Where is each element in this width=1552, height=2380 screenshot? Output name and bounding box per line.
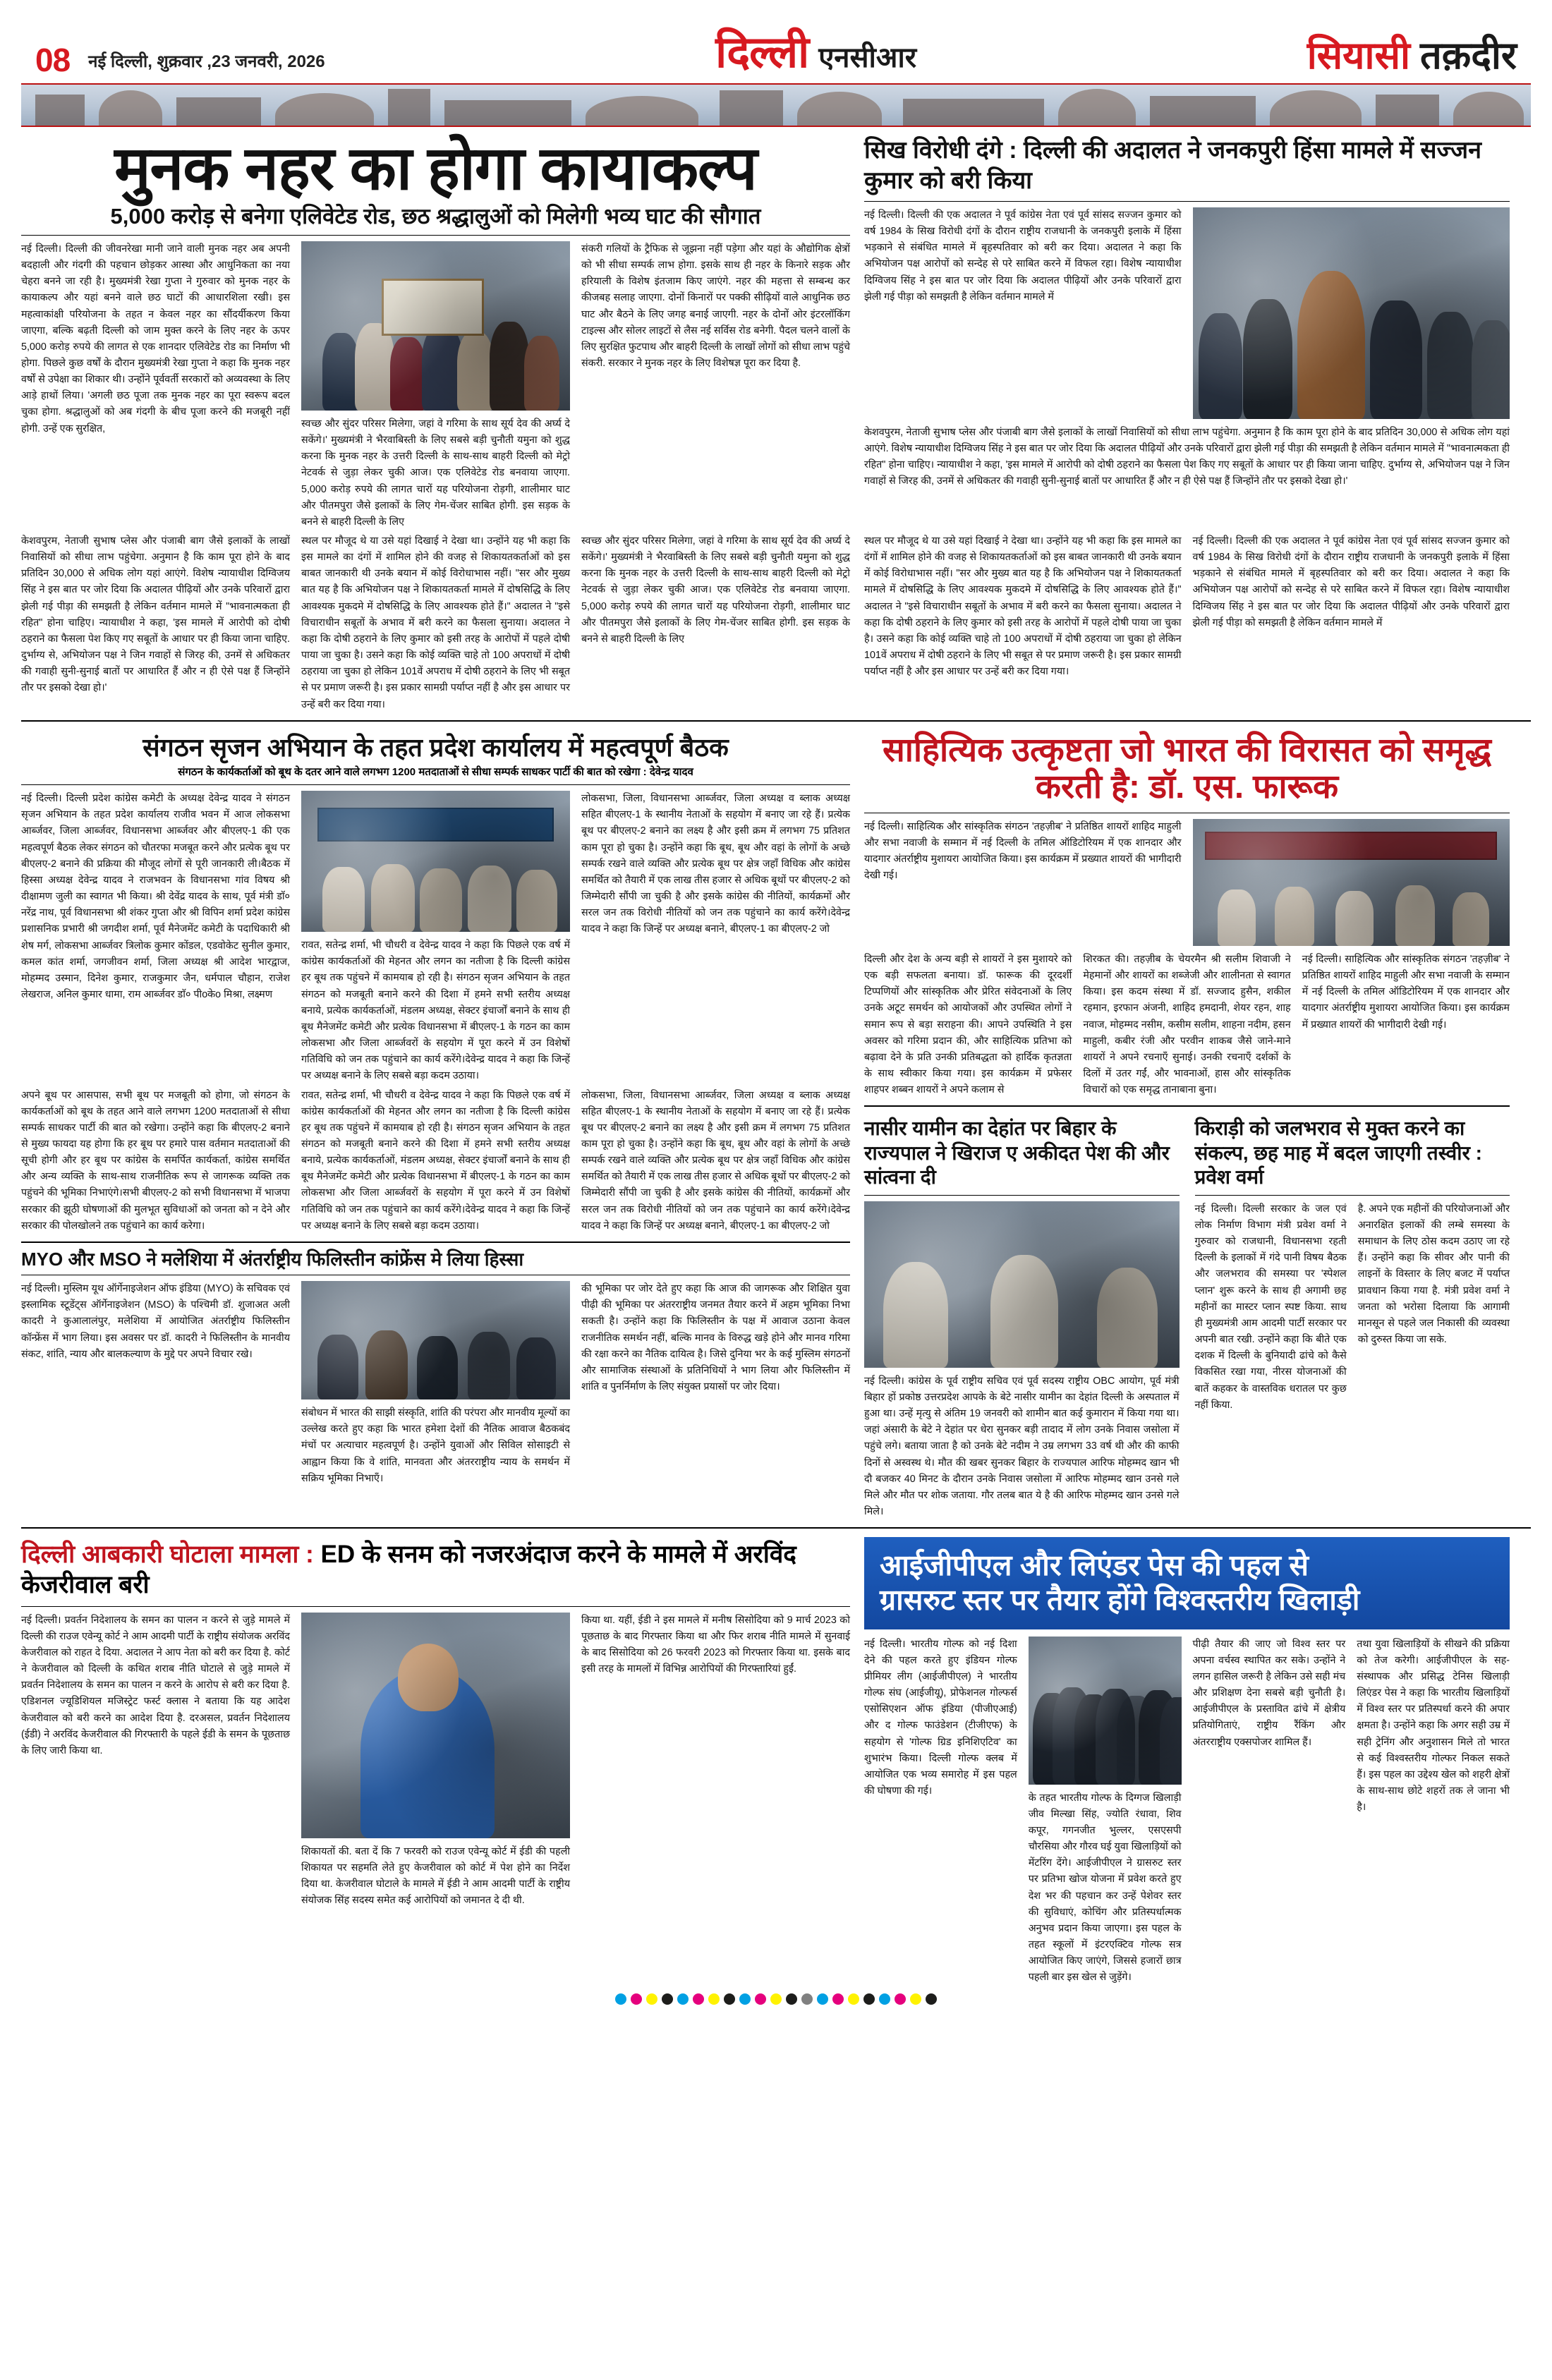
excise-headline-part2: ED के सनम को नजरअंदाज करने के मामले में अरविंद केजरीवाल बरी <box>21 1541 796 1598</box>
igpl-photo <box>1029 1637 1182 1785</box>
section-title-word1: सियासी <box>1307 35 1410 77</box>
igpl-column-2: के तहत भारतीय गोल्फ के दिग्गज खिलाड़ी जीव मिल्खा सिंह, ज्योति रंधावा, शिव कपूर, गगनजीत भुल्लर, एसएसपी चौरसिया और गौरव घई युवा खिलाड़ियों को मेंटरिंग देंगे। आईजीपीएल ने ग्रासरुट स्तर पर प्रतिभा खोज योजना में प्रवेश करते हुए देश भर की पहचान कर उन्हें पेशेवर स्तर की सुविधाएं, कोचिंग और प्रतिस्पर्धात्मक अनुभव प्रदान किया जाएगा। इस पहल के तहत स्कूलों में इंटरएक्टिव गोल्फ सत्र आयोजित किए जाएंगे, जिससे हजारों छात्र पहली बार इस खेल से जुड़ेंगे। <box>1028 1792 1182 1984</box>
excise-column-1: नई दिल्ली। प्रवर्तन निदेशालय के समन का पालन न करने से जुड़े मामले में दिल्ली की राउज एवेन्यू कोर्ट ने आम आदमी पार्टी के राष्ट्रीय संयोजक अरविंद केजरीवाल को राहत दे दिया. अदालत ने आप नेता को बरी कर दिया है. कोर्ट ने केजरीवाल को दिल्ली के कथित शराब नीति घोटाले से जुड़े मामले में प्रवर्तन निदेशालय के समन का पालन न करने के आरोप से बरी कर दिया है. एडिशनल ज्यूडिशियल मजिस्ट्रेट फर्स्ट क्लास ने बताया कि यह आदेश केजरीवाल को बरी करने का आदेश दिया है. दरअसल, प्रवर्तन निदेशालय (ईडी) ने अरविंद केजरीवाल की गिरफ्तारी के पहले ईडी के समन के पूछताछ के लिए जारी किया था. <box>21 1614 290 1756</box>
excise-headline-part1: दिल्ली आबकारी घोटाला मामला : <box>21 1541 321 1569</box>
sikh-column-3: स्थल पर मौजूद थे या उसे यहां दिखाई ने देखा था। उन्होंने यह भी कहा कि इस मामले का दंगों में शामिल होने की वजह से शिकायतकर्ताओं को इस बाबत जानकारी थी उनके बयान में कोई विरोधाभास नहीं। "सर और मुख्य बात यह है कि अभियोजन पक्ष ने शिकायतकर्ता मामले में दोषसिद्धि के लिए आवश्यक मुकदमे में दोषसिद्धि के लिए आवश्यक होते हैं।" अदालत ने "इसे विचाराधीन सबूतों के अभाव में बरी करने का फैसला सुनाया। अदालत ने कहा कि दोषी ठहराने के लिए कुमार को इसी तरह के आरोपों में पहले दोषी पाया जा चुका है। उसने कहा कि कोई व्यक्ति चाहे तो 100 अपराधों में दोषी ठहराया जा चुका हो लेकिन 101वें अपराध में दोषी ठहराने के लिए भी सबूत से पर प्रमाण जरूरी है। इस प्रकार सामग्री पर्याप्त नहीं है और इस आधार पर उन्हें बरी कर दिया गया। <box>864 535 1182 678</box>
lead-column-5: स्थल पर मौजूद थे या उसे यहां दिखाई ने देखा था। उन्होंने यह भी कहा कि इस मामले का दंगों में शामिल होने की वजह से शिकायतकर्ताओं को इस बाबत जानकारी थी उनके बयान में कोई विरोधाभास नहीं। "सर और मुख्य बात यह है कि अभियोजन पक्ष ने शिकायतकर्ता मामले में दोषसिद्धि के लिए आवश्यक मुकदमे में दोषसिद्धि के लिए आवश्यक होते हैं।" अदालत ने "इसे विचाराधीन सबूतों के अभाव में बरी करने का फैसला सुनाया। अदालत ने कहा कि दोषी ठहराने के लिए कुमार को इसी तरह के आरोपों में पहले दोषी पाया जा चुका है। उसने कहा कि कोई व्यक्ति चाहे तो 100 अपराधों में दोषी ठहराया जा चुका हो लेकिन 101वें अपराध में दोषी ठहराने के लिए भी सबूत से पर प्रमाण जरूरी है। इस प्रकार सामग्री पर्याप्त नहीं है और इस आधार पर उन्हें बरी कर दिया गया। <box>301 535 570 710</box>
igpl-column-3: पीढ़ी तैयार की जाए जो विश्व स्तर पर अपना वर्चस्व स्थापित कर सके। उन्होंने ने लगन हासिल जरूरी है लेकिन उसे सही मंच और प्रशिक्षण देना सबसे बड़ी चुनौती है। आईजीपीएल के प्रस्तावित ढांचे में क्षेत्रीय प्रतियोगिताएं, राष्ट्रीय रैंकिंग और अंतरराष्ट्रीय एक्सपोजर शामिल हैं। <box>1192 1638 1346 1748</box>
registration-dot <box>724 1993 735 2005</box>
myo-photo-column <box>301 1281 570 1487</box>
lead-photo-column <box>301 241 570 530</box>
sangathan-column-5: रावत, सतेन्द्र शर्मा, भी चौधरी व देवेन्द्र यादव ने कहा कि पिछले एक वर्ष में कांग्रेस कार्यकर्ताओं की मेहनत और लगन का नतीजा है कि दिल्ली कांग्रेस हर बूथ तक पहुंचने में कामयाब हो रही है। संगठन सृजन अभियान के तहत संगठन को मजबूती बनाने करने की दिशा में हमने सभी स्तरीय अध्यक्ष बनाये, प्रत्येक कार्यकर्ताओं, मंडलम अध्यक्ष, सेक्टर इंचार्जों बनाने के साथ ही बूथ मैनेजमेंट कमेटी और प्रत्येक विधानसभा में बीएलए-1 के गठन का काम लोकसभा और जिला आर्ब्जवरों के सहयोग में पूरा करने में उन विशेषों गतिविधि को जन तक पहुंचाने का कार्य करेंगे।देवेन्द्र यादव ने कहा कि जिन्हें पर अध्यक्ष बनाने के लिए सबसे बड़ा कदम उठाया। <box>301 1089 570 1232</box>
igpl-banner-line2: ग्रासरुट स्तर पर तैयार होंगे विश्वस्तरीय खिलाड़ी <box>880 1584 1360 1617</box>
color-registration-strip <box>21 1986 1531 2008</box>
sangathan-headline: संगठन सृजन अभियान के तहत प्रदेश कार्यालय में महत्वपूर्ण बैठक <box>143 732 729 762</box>
sangathan-column-2: रावत, सतेन्द्र शर्मा, भी चौधरी व देवेन्द्र यादव ने कहा कि पिछले एक वर्ष में कांग्रेस कार्यकर्ताओं की मेहनत और लगन का नतीजा है कि दिल्ली कांग्रेस हर बूथ तक पहुंचने में कामयाब हो रही है। संगठन सृजन अभियान के तहत संगठन को मजबूती बनाने करने की दिशा में हमने सभी स्तरीय अध्यक्ष बनाये, प्रत्येक कार्यकर्ताओं, मंडलम अध्यक्ष, सेक्टर इंचार्जों बनाने के साथ ही बूथ मैनेजमेंट कमेटी और प्रत्येक विधानसभा में बीएलए-1 के गठन का काम लोकसभा और जिला आर्ब्जवरों के सहयोग में पूरा करने में उन विशेषों गतिविधि को जन तक पहुंचाने का कार्य करेंगे।देवेन्द्र यादव ने कहा कि जिन्हें पर अध्यक्ष बनाने के लिए सबसे बड़ा कदम उठाया। <box>301 940 570 1082</box>
sahitya-column-4: नई दिल्ली। साहित्यिक और सांस्कृतिक संगठन 'तहज़ीब' ने प्रतिष्ठित शायरों शाहिद माहुली और सभा नवाजी के सम्मान में नई दिल्ली के तमिल ऑडिटोरियम में एक शानदार और यादगार अंतर्राष्ट्रीय मुशायरा आयोजित किया। इस कार्यक्रम में प्रख्यात शायरों की भागीदारी देखी गई। <box>1302 953 1510 1031</box>
lead-column-4: केशवपुरम, नेताजी सुभाष प्लेस और पंजाबी बाग जैसे इलाकों के लाखों निवासियों को सीधा लाभ पहुंचेगा. अनुमान है कि काम पूरा होने के बाद प्रतिदिन 30,000 से अधिक लोग यहां आएंगे. विशेष न्यायाधीश दिग्विजय सिंह ने इस बात पर जोर दिया कि अदालत पीढ़ियों और उनके परिवारों द्वारा झेली गई पीड़ा की समझती है लेकिन वर्तमान मामले में "भावनात्मकता ही रहित" होना चाहिए। न्यायाधीश ने कहा, 'इस मामले में आरोपी को दोषी ठहराने का फैसला पेश किए गए सबूतों के आधार पर ही किया जाना चाहिए. दुर्भाग्य से, अभियोजन पक्ष ने जिन गवाहों से जिरह की, उनमें से अधिकतर की गवाही सुनी-सुनाई बातों पर आधारित हैं और न ही ऐसे पक्ष हैं जिन्होंने तौर पर इसको देखा हो।' <box>21 535 290 694</box>
nasir-story <box>864 1112 1180 1520</box>
registration-dot <box>863 1993 875 2005</box>
registration-dot <box>662 1993 673 2005</box>
registration-dot <box>646 1993 657 2005</box>
registration-dot <box>801 1993 813 2005</box>
lead-story <box>21 134 850 530</box>
lead-column-3: संकरी गलियों के ट्रैफिक से जूझना नहीं पड़ेगा और यहां के औद्योगिक क्षेत्रों को भी सीधा सम्पर्क लाभ होगा. इसके साथ ही नहर के किनारे सड़क और हरियाली के विशेष इंतजाम किए जाएंगे. नहर की महत्ता से सम्बन्ध कर कीजबह सलाह जाएगा. दोनों किनारों पर पक्की सीढ़ियों वाले आधुनिक छठ घाट और बैठने के लिए जगह बनाई जाएगी. नहर के दोनों ओर इंटरलॉकिंग टाइल्स और सोलर लाइटों से लैस नई सर्विस रोड बनेगी. पैदल चलने वालों के लिए सुरक्षित फुटपाथ और बाहरी दिल्ली के लाखों लोगों को सीधा लाभ पहुंचे संकरी. सरकार ने मुनक नहर के लिए विशेषज्ञ पूरा कर दिया है. <box>581 243 850 369</box>
registration-dot <box>615 1993 626 2005</box>
sikh-column-2: केशवपुरम, नेताजी सुभाष प्लेस और पंजाबी बाग जैसे इलाकों के लाखों निवासियों को सीधा लाभ पहुंचेगा. अनुमान है कि काम पूरा होने के बाद प्रतिदिन 30,000 से अधिक लोग यहां आएंगे. विशेष न्यायाधीश दिग्विजय सिंह ने इस बात पर जोर दिया कि अदालत पीढ़ियों और उनके परिवारों द्वारा झेली गई पीड़ा की समझती है लेकिन वर्तमान मामले में "भावनात्मकता ही रहित" होना चाहिए। न्यायाधीश ने कहा, 'इस मामले में आरोपी को दोषी ठहराने का फैसला पेश किए गए सबूतों के आधार पर ही किया जाना चाहिए. दुर्भाग्य से, अभियोजन पक्ष ने जिन गवाहों से जिरह की, उनमें से अधिकतर की गवाही सुनी-सुनाई बातों पर आधारित हैं और न ही ऐसे पक्ष हैं जिन्होंने तौर पर इसको देखा हो।' <box>864 427 1510 487</box>
sangathan-photo <box>301 791 570 932</box>
masthead <box>21 13 1531 80</box>
sikh-photo-column <box>1193 207 1510 419</box>
lead-subhead: 5,000 करोड़ से बनेगा एलिवेटेड रोड, छठ श्रद्धालुओं को मिलेगी भव्य घाट की सौगात <box>110 203 761 229</box>
sangathan-column-4: अपने बूथ पर आसपास, सभी बूथ पर मजबूती को होगा, जो संगठन के कार्यकर्ताओं को बूथ के तहत आने वाले लगभग 1200 मतदाताओं से सीधा सम्पर्क साधकर पार्टी की बात को रखेगा। उन्होंने कहा कि बीएलए-2 बनाने से मुख्य फायदा यह होगा कि हर बूथ पर हमारे पास वर्तमान मतदाताओं की सूची होगी और हर बूथ पर कांग्रेस के समर्पित कार्यकर्ता, कांग्रेस समर्थित और अन्य व्यक्ति के साथ-साथ राजनीतिक रूप से जागरूक व्यक्ति तक पहुंचने की भूमिका निभाएंगे।सभी बीएलए-2 को सभी विधानसभा में भाजपा सरकार की झूठी घोषणाओं की मुलभूत सुविधाओं को जनता को न देने और सरकार की पोलखोलने तक पहुंचाने का कार्य करेगा। <box>21 1089 290 1232</box>
sangathan-story <box>21 729 850 1521</box>
excise-column-2: शिकायतों की. बता दें कि 7 फरवरी को राउज एवेन्यू कोर्ट में ईडी की पहली शिकायत पर सहमति लेते हुए केजरीवाल को कोर्ट में पेश होने का निर्देश दिया था. केजरीवाल घोटाले के मामले में ईडी ने आम आदमी पार्टी के राष्ट्रीय संयोजक सिंह सदस्य समेत कई आरोपियों को जमानत दे दी थी. <box>301 1845 570 1907</box>
lead-column-1: नई दिल्ली। दिल्ली की जीवनरेखा मानी जाने वाली मुनक नहर अब अपनी बदहाली और गंदगी की पहचान छोड़कर आस्था और आधुनिकता का नया चेहरा बनने जा रही है। मुख्यमंत्री रेखा गुप्ता ने गुरुवार को मुनक नहर के कायाकल्प और यहां बनने वाले छठ घाटों की आधारशिला रखी। इस महत्वाकांक्षी परियोजना के तहत न केवल नहर का सौंदर्यीकरण किया जाएगा, बल्कि बढ़ती दिल्ली को जाम मुक्त करने के लिए नहर के ऊपर 5,000 करोड़ रुपये की लागत से एक शानदार एलिवेटेड रोड का निर्माण भी होगा. पिछले कुछ वर्षों के दौरान मुख्यमंत्री रेखा गुप्ता ने कहा कि मुनक नहर वर्षों से उपेक्षा का शिकार थी। उन्होंने पूर्ववर्ती सरकारों को अव्यवस्था के लिए आड़े हाथों लिया। 'अगली छठ पूजा तक मुनक नहर का पूरा स्वरूप बदल चुका होगा. श्रद्धालुओं को अब गंदगी के बीच पूजा करने की मजबूरी नहीं होगी. उन्हें एक सुरक्षित, <box>21 243 290 435</box>
nasir-headline: नासीर यामीन का देहांत पर बिहार के राज्यपाल ने खिराज ए अकीदत पेश की और सांत्वना दी <box>864 1117 1170 1188</box>
kiradi-story <box>1195 1112 1510 1520</box>
sangathan-column-1: नई दिल्ली। दिल्ली प्रदेश कांग्रेस कमेटी के अध्यक्ष देवेन्द्र यादव ने संगठन सृजन अभियान के तहत प्रदेश कार्यालय राजीव भवन में आज लोकसभा आर्ब्जवर, जिला आर्ब्जवर, विधानसभा आर्ब्जवर और बीएलए-1 की एक महत्वपूर्ण बैठक लेकर संगठन को चौतरफा मजबूत करने और प्रत्येक बूथ पर बीएलए-2 बनाने की प्रक्रिया की मौजूद लोगों से पूरी जानकारी ली।बैठक में हिस्सा अध्यक्ष देवेन्द्र यादव ने राजभवन के विधानसभा गांव विषय श्री दीक्षामण जुली का स्वागत भी किया। श्री देवेंद्र यादव के साथ, पूर्व मंत्री डाॅ० नरेंद्र नाथ, पूर्व विधानसभा श्री शंकर गुप्ता और श्री विपिन शर्मा प्रदेश कांग्रेस प्रशासनिक प्रभारी श्री जगदीश शर्मा, पूर्व मैनेजमेंट कमेटी के पदाधिकारी श्री शेष मर्ग, लोकसभा आर्ब्जवर त्रिलोक कुमार कोंडल, एडवोकेट सुनील कुमार, कमल कांत शर्मा, जगजीवन शर्मा, जिला अध्यक्ष श्री आदेश भारद्वाज, मोहम्मद उस्मान, दिनेश कुमार, राजकुमार जैन, धर्मपाल चौहान, राजेश लेखराज, अनिल कुमार धामा, राम आर्ब्जवर डाॅ० पीoकेo मिश्रा, लक्ष्मण <box>21 793 290 1000</box>
igpl-photo-column <box>1029 1637 1182 1986</box>
skyline-banner-image <box>21 83 1531 127</box>
registration-dot <box>693 1993 704 2005</box>
registration-dot <box>755 1993 766 2005</box>
myo-photo <box>301 1281 570 1400</box>
lead-column-2: स्वच्छ और सुंदर परिसर मिलेगा, जहां वे गरिमा के साथ सूर्य देव की अर्घ्य दे सकेंगे।' मुख्यमंत्री ने भैरवाबिस्ती के लिए सबसे बड़ी चुनौती यमुना को शुद्ध करना कि मुनक नहर के उत्तरी दिल्ली के साथ-साथ बाहरी दिल्ली को मेट्रो नेटवर्क से जुड़ा लेकर चुकी आज। एक एलिवेटेड रोड बनवाया जाएगा. 5,000 करोड़ रुपये की लागत चारों यह परियोजना रोड़गी, शालीमार घाट और पीतमपुरा जैसे इलाकों के लिए गेम-चेंजर साबित होगी. इस सड़क के बनने से बाहरी दिल्ली के लिए <box>301 418 570 528</box>
registration-dot <box>895 1993 906 2005</box>
sangathan-deck: संगठन के कार्यकर्ताओं को बूथ के दतर आने वाले लगभग 1200 मतदाताओं से सीधा सम्पर्क साधकर पार्टी की बात को रखेगा : देवेन्द्र यादव <box>178 766 693 779</box>
sikh-riots-story <box>864 134 1510 530</box>
registration-dot <box>926 1993 937 2005</box>
registration-dot <box>708 1993 720 2005</box>
sahitya-photo <box>1193 819 1510 946</box>
lead-headline: मुनक नहर का होगा कायाकल्प <box>114 135 757 202</box>
igpl-banner-line1: आईजीपीएल और लिएंडर पेस की पहल से <box>880 1549 1309 1582</box>
registration-dot <box>739 1993 751 2005</box>
publication-logo <box>715 28 917 77</box>
kiradi-column-1: नई दिल्ली। दिल्ली सरकार के जल एवं लोक निर्माण विभाग मंत्री प्रवेश वर्मा ने गुरुवार को राजधानी, विधानसभा रहती दिल्ली के इलाकों में गंदे पानी विषय बैठक और जलभराव की समस्या पर 'स्पेशल प्लान' शुरू करने के साथ ही अगामी छह महीनों का मास्टर प्लान स्पष्ट किया. साथ ही मुख्यमंत्री आम आदमी पार्टी सरकार पर अपनी बात रखी. उन्होंने कहा कि बीते एक दशक में दिल्ली के बुनियादी ढांचे को कैसे विकसित रखा गया, नीरस योजनाओं की बातें कहकर के वास्तविक धरातल पर कुछ नहीं किया. <box>1194 1203 1347 1411</box>
myo-column-1: नई दिल्ली। मुस्लिम यूथ ऑर्गेनाइजेशन ऑफ इंडिया (MYO) के सचिवक एवं इस्लामिक स्टूडेंट्स ऑर्गेनाइजेशन (MSO) के पश्चिमी डॉ. शुजाअत अली कादरी ने कुआलालंपुर, मलेशिया में आयोजित अंतर्राष्ट्रीय फिलिस्तीन कॉन्फ्रेंस में भाग लिया। इस अवसर पर डॉ. कादरी ने फिलिस्तीन के मानवीय संकट, शांति, न्याय और बालकल्याण के मुद्दे पर अपने विचार रखे। <box>21 1283 290 1360</box>
igpl-column-4: तथा युवा खिलाड़ियों के सीखने की प्रक्रिया को तेज करेगी। आईजीपीएल के सह-संस्थापक और प्रसिद्ध टेनिस खिलाड़ी लिएंडर पेस ने कहा कि भारतीय खिलाड़ियों में विश्व स्तर पर प्रतिस्पर्धा करने की अपार क्षमता है। उन्होंने कहा कि अगर सही उम्र में सही ट्रेनिंग और अनुशासन मिले तो भारत से कई विश्वस्तरीय गोल्फर निकल सकते हैं। इस पहल का उद्देश्य खेल को शहरी क्षेत्रों के साथ-साथ छोटे शहरों तक ले जाना भी है। <box>1357 1638 1510 1814</box>
registration-dot <box>770 1993 782 2005</box>
sangathan-column-6: लोकसभा, जिला, विधानसभा आर्ब्जवर, जिला अध्यक्ष व ब्लाक अध्यक्ष सहित बीएलए-1 के स्थानीय नेताओं के सहयोग में बनाए जा रहे हैं। प्रत्येक बूथ पर बीएलए-2 बनाने का लक्ष्य है और इसी क्रम में लगभग 75 प्रतिशत काम पूरा हो चुका है। उन्होंने कहा कि बूथ, बूथ और वहां के लोगों के अच्छे सम्पर्क रखने वाले व्यक्ति और प्रत्येक बूथ पर क्षेत्र जहाँ विधिक और कांग्रेस समर्थित को तैयारी में एक लाख तीस हजार से अधिक बूथों पर बीएलए-2 को जिम्मेदारी सौंपी जा चुकी है और इसके कांग्रेस की नीतियों, कार्यक्रमों और सरल जन तक विरोधी नीतियों को जन तक पहुंचाने का कार्य करेंगे।देवेन्द्र यादव ने कहा कि जिन्हें पर अध्यक्ष बनाने, बीएलए-1 का बीएलए-2 जो <box>581 1089 850 1232</box>
sahitya-headline: साहित्यिक उत्कृष्टता जो भारत की विरासत को समृद्ध करती है: डॉ. एस. फारूक <box>882 730 1492 806</box>
sangathan-photo-column <box>301 791 570 1084</box>
logo-primary: दिल्ली <box>715 28 809 77</box>
sahitya-photo-column <box>1193 819 1510 946</box>
excise-story <box>21 1537 850 1986</box>
sikh-column-1: नई दिल्ली। दिल्ली की एक अदालत ने पूर्व कांग्रेस नेता एवं पूर्व सांसद सज्जन कुमार को वर्ष 1984 के सिख विरोधी दंगों के दौरान राष्ट्रीय राजधानी के जनकपुरी इलाके में हिंसा भड़काने से संबंधित मामले में बृहस्पतिवार को बरी कर दिया। अदालत ने कहा कि अभियोजन पक्ष आरोपों को सन्देह से परे साबित करने में विफल रहा। विशेष न्यायाधीश दिग्विजय सिंह ने इस बात पर जोर दिया कि अदालत पीढ़ियों और उनके परिवारों द्वारा झेली गई पीड़ा को समझती है लेकिन वर्तमान मामले में <box>864 210 1182 303</box>
myo-column-3: की भूमिका पर जोर देते हुए कहा कि आज की जागरूक और शिक्षित युवा पीढ़ी की भूमिका पर अंतरराष्ट्रीय जनमत तैयार करने में अहम भूमिका निभा सकती है। उन्होंने कहा कि फिलिस्तीन के पक्ष में आवाज उठाना केवल राजनीतिक समर्थन नहीं, बल्कि मानव के विरुद्ध खड़े होने और मानव गरिमा की रक्षा करने का नैतिक दायित्व है। जिसे दुनिया भर के कई मुस्लिम संगठनों और सामाजिक संस्थाओं के प्रतिनिधियों ने भाग लिया और फिलिस्तीन में शांति व पुनर्निर्माण के लिए संयुक्त प्रयासों पर जोर दिया। <box>581 1283 850 1393</box>
sangathan-column-3: लोकसभा, जिला, विधानसभा आर्ब्जवर, जिला अध्यक्ष व ब्लाक अध्यक्ष सहित बीएलए-1 के स्थानीय नेताओं के सहयोग में बनाए जा रहे हैं। प्रत्येक बूथ पर बीएलए-2 बनाने का लक्ष्य है और इसी क्रम में लगभग 75 प्रतिशत काम पूरा हो चुका है। उन्होंने कहा कि बूथ, बूथ और वहां के लोगों के अच्छे सम्पर्क रखने वाले व्यक्ति और प्रत्येक बूथ पर क्षेत्र जहाँ विधिक और कांग्रेस समर्थित को तैयारी में एक लाख तीस हजार से अधिक बूथों पर बीएलए-2 को जिम्मेदारी सौंपी जा चुकी है और इसके कांग्रेस की नीतियों, कार्यक्रमों और सरल जन तक विरोधी नीतियों को जन तक पहुंचाने का कार्य करेंगे।देवेन्द्र यादव ने कहा कि जिन्हें पर अध्यक्ष बनाने, बीएलए-1 का बीएलए-2 जो <box>581 793 850 935</box>
excise-column-3: किया था. यहीं, ईडी ने इस मामले में मनीष सिसोदिया को 9 मार्च 2023 को पूछताछ के बाद गिरफ्तार किया था और फिर शराब नीति मामले में सुनवाई के बाद सिसोदिया को 26 फरवरी 2023 को गिरफ्तार किया था. इसके बाद इसी तरह के मामलों में विभिन्न आरोपियों की गिरफ्तारियां हुईं. <box>581 1614 850 1675</box>
registration-dot <box>817 1993 828 2005</box>
igpl-story <box>864 1537 1510 1986</box>
nasir-photo <box>864 1201 1180 1368</box>
excise-photo-column <box>301 1613 570 1910</box>
section-title-word2: तक़दीर <box>1419 35 1517 77</box>
section-title <box>1307 37 1517 76</box>
logo-secondary: एनसीआर <box>818 42 917 73</box>
kiradi-headline: किराड़ी को जलभराव से मुक्त करने का संकल्प, छह माह में बदल जाएगी तस्वीर : प्रवेश वर्मा <box>1194 1117 1483 1188</box>
excise-photo <box>301 1613 570 1838</box>
registration-dot <box>631 1993 642 2005</box>
kiradi-column-2: है. अपने एक महीनों की परियोजनाओं और अनारक्षित इलाकों की लम्बे समस्या के समाधान के लिए ठोस कदम उठाए जा रहे हैं। उन्होंने कहा कि सीवर और पानी की लाइनों के विस्तार के लिए बजट में पर्याप्त प्रावधान किया गया है. मंत्री प्रवेश वर्मा ने जनता को भरोसा दिलाया कि आगामी मानसून से पहले जल निकासी की व्यवस्था को दुरुस्त किया जा सके. <box>1357 1203 1510 1346</box>
registration-dot <box>786 1993 797 2005</box>
sahitya-column-1: नई दिल्ली। साहित्यिक और सांस्कृतिक संगठन 'तहज़ीब' ने प्रतिष्ठित शायरों शाहिद माहुली और सभा नवाजी के सम्मान में नई दिल्ली के तमिल ऑडिटोरियम में एक शानदार और यादगार अंतर्राष्ट्रीय मुशायरा आयोजित किया। इस कार्यक्रम में प्रख्यात शायरों की भागीदारी देखी गई। <box>864 820 1182 882</box>
sikh-column-4: नई दिल्ली। दिल्ली की एक अदालत ने पूर्व कांग्रेस नेता एवं पूर्व सांसद सज्जन कुमार को वर्ष 1984 के सिख विरोधी दंगों के दौरान राष्ट्रीय राजधानी के जनकपुरी इलाके में हिंसा भड़काने से संबंधित मामले में बृहस्पतिवार को बरी कर दिया। अदालत ने कहा कि अभियोजन पक्ष आरोपों को सन्देह से परे साबित करने में विफल रहा। विशेष न्यायाधीश दिग्विजय सिंह ने इस बात पर जोर दिया कि अदालत पीढ़ियों और उनके परिवारों द्वारा झेली गई पीड़ा को समझती है लेकिन वर्तमान मामले में <box>1192 535 1510 629</box>
registration-dot <box>832 1993 844 2005</box>
sahitya-story <box>864 729 1510 1521</box>
igpl-banner <box>864 1537 1510 1629</box>
excise-headline <box>21 1540 850 1600</box>
page-number: 08 <box>35 42 71 78</box>
lead-column-6: स्वच्छ और सुंदर परिसर मिलेगा, जहां वे गरिमा के साथ सूर्य देव की अर्घ्य दे सकेंगे।' मुख्यमंत्री ने भैरवाबिस्ती के लिए सबसे बड़ी चुनौती यमुना को शुद्ध करना कि मुनक नहर के उत्तरी दिल्ली के साथ-साथ बाहरी दिल्ली को मेट्रो नेटवर्क से जुड़ा लेकर चुकी आज। एक एलिवेटेड रोड बनवाया जाएगा. 5,000 करोड़ रुपये की लागत चारों यह परियोजना रोड़गी, शालीमार घाट और पीतमपुरा जैसे इलाकों के लिए गेम-चेंजर साबित होगी. इस सड़क के बनने से बाहरी दिल्ली के लिए <box>581 535 850 645</box>
sahitya-column-3: शिरकत की। तहज़ीब के चेयरमैन श्री सलीम शिवाजी ने मेहमानों और शायरों का शब्जेजी और शालीनता से स्वागत किया। इस कदम संस्था में डॉ. सज्जाद हुसैन, शकील रहमान, इरफान अंजनी, शाहिद हमदानी, शेयर रहन, शाह नवाज, मोहम्मद नसीम, कसीम सलीम, शाहना नदीम, हसन माहुली, कबीर रंजी और परवीन शाकब जैसे जाने-माने शायरों ने अपने रचनाएँ सुनाई। उनकी रचनाएँ दर्शकों के दिलों में उतर गईं, और भावनाओं, हास और सांस्कृतिक विचारों को एक समृद्ध तानाबाना बुना। <box>1083 953 1291 1096</box>
myo-column-2: संबोधन में भारत की साझी संस्कृति, शांति की परंपरा और मानवीय मूल्यों का उल्लेख करते हुए कहा कि भारत हमेशा देशों की नैतिक आवाज बैठकबंद मंचों पर अत्याचार महत्वपूर्ण है। उन्होंने युवाओं और सिविल सोसाइटी से आह्वान किया कि वे शांति, मानवता और अंतरराष्ट्रीय न्याय के समर्थन में सक्रिय भूमिका निभाएँ। <box>301 1407 570 1484</box>
myo-headline: MYO और MSO ने मलेशिया में अंतर्राष्ट्रीय फिलिस्तीन कांफ्रेंस मे लिया हिस्सा <box>21 1248 524 1270</box>
registration-dot <box>848 1993 859 2005</box>
lead-photo <box>301 241 570 411</box>
dateline: नई दिल्ली, शुक्रवार ,23 जनवरी, 2026 <box>88 52 325 71</box>
sahitya-column-2: दिल्ली और देश के अन्य बड़ी से शायरों ने इस मुशायरे को एक बड़ी सफलता बनाया। डॉ. फारूक की दूरदर्शी टिप्पणियों और सांस्कृतिक और प्रेरित संवेदनाओं के लिए उनके अटूट समर्थन को आयोजकों और उपस्थित लोगों ने समान रूप से बड़ा सराहना की। आपने उपस्थिति ने इस अवसर को गरिमा प्रदान की, और साहित्यिक प्रतिभा को बढ़ावा देने के प्रति उनकी प्रतिबद्धता को हार्दिक कृतज्ञता के साथ स्वीकार किया गया। इस कार्यक्रम में प्रफेसर शाहपर शब्बन शायरों ने अपने कलाम से <box>864 953 1072 1096</box>
registration-dot <box>910 1993 921 2005</box>
sikh-photo <box>1193 207 1510 419</box>
registration-dot <box>677 1993 689 2005</box>
myo-mso-story <box>21 1249 850 1487</box>
sikh-headline: सिख विरोधी दंगे : दिल्ली की अदालत ने जनकपुरी हिंसा मामले में सज्जन कुमार को बरी किया <box>864 137 1481 194</box>
nasir-column-1: नई दिल्ली। कांग्रेस के पूर्व राष्ट्रीय सचिव एवं पूर्व सदस्य राष्ट्रीय OBC आयोग, पूर्व मंत्री बिहार हों प्रकोष्ठ उत्तरप्रदेश आपके के बेटे नासीर यामीन का देहांत दिल्ली के अस्पताल में हुआ था। उन्हें मृत्यु से अंतिम 19 जनवरी को शामीन बात कई कुमारान में किया गया था। जहां अंसारी के बेटे ने देहांत पर धेरा सुनकर बड़ी तादाद में लोग उनके निवास जसोला में पहुंचे लगे। बताया जाता है को उनके बेटे नदीम ने उम्र लगभग 33 वर्ष थी और की काफी दिनों से अस्वस्थ थे। मौत की खबर सुनकर बिहार के राज्यपाल आरिफ मोहम्मद खान भी दौ बजकर 40 मिनट के दौरान उनके निवास जसोला में आरिफ मोहम्मद खान उनसे गले मिले और मौत पर शोक जताया. गौर तलब बात ये है की आरिफ मोहम्मद खान उनसे गले मिले। <box>864 1375 1180 1518</box>
igpl-column-1: नई दिल्ली। भारतीय गोल्फ को नई दिशा देने की पहल करते हुए इंडियन गोल्फ प्रीमियर लीग (आईजीपीएल) ने भारतीय गोल्फ संघ (आईजीयू), प्रोफेशनल गोल्फर्स एसोसिएशन ऑफ इंडिया (पीजीएआई) और द गोल्फ फाउंडेशन (टीजीएफ) के सहयोग से 'गोल्फ ग्रिड इनिशिएटिव' का शुभारंभ किया। दिल्ली गोल्फ क्लब में आयोजित एक भव्य समारोह में इस पहल की घोषणा की गई। <box>864 1638 1017 1797</box>
registration-dot <box>879 1993 890 2005</box>
